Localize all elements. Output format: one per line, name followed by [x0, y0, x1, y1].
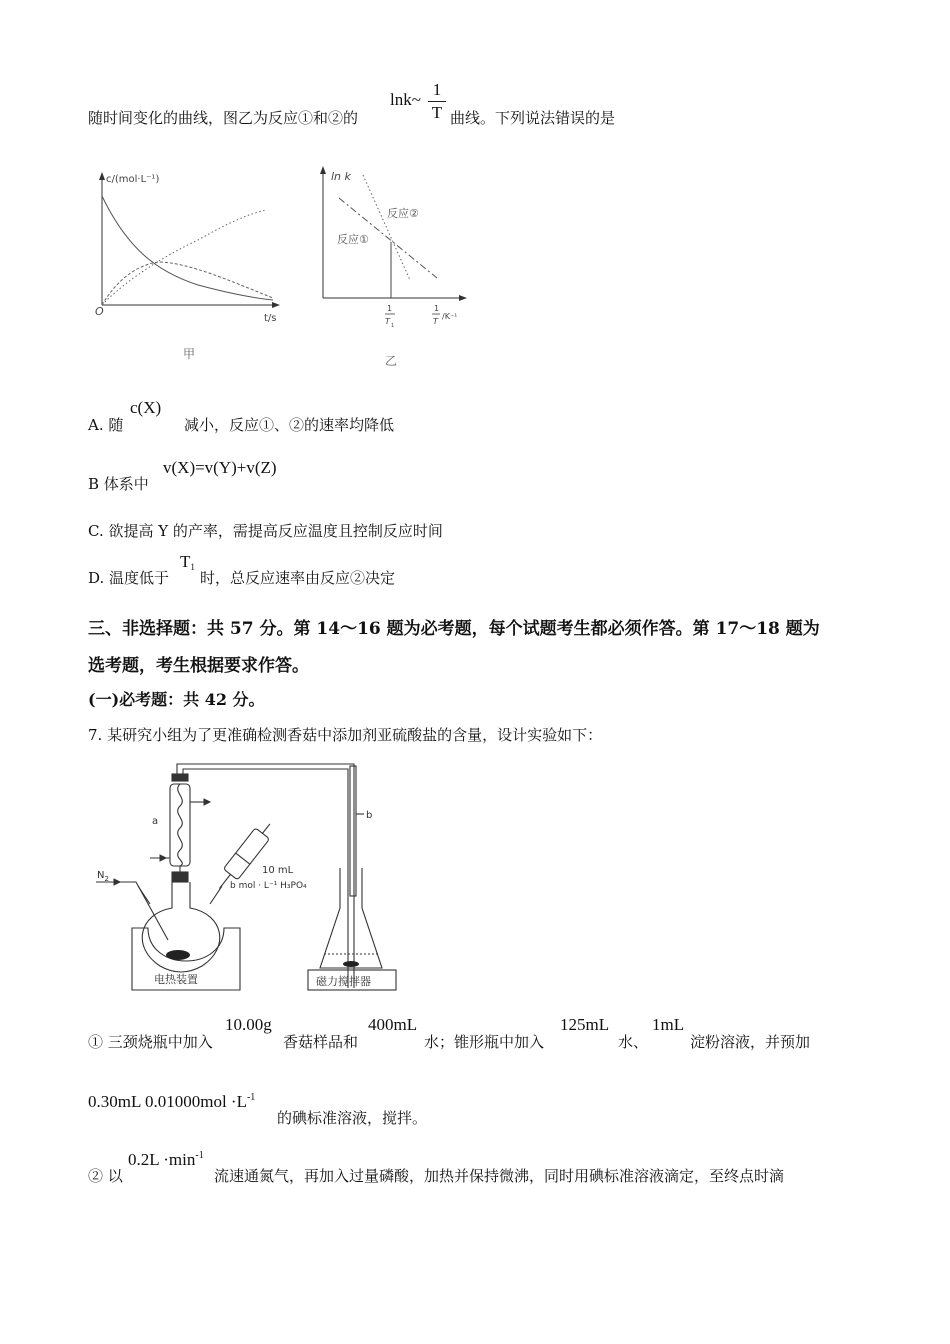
yi-curve-1-label: 反应①	[337, 233, 369, 246]
label-n2-main: N	[97, 870, 105, 881]
label-stirrer: 磁力搅拌器	[316, 975, 371, 988]
outlet-arrow	[204, 799, 210, 805]
jia-y-arrow	[99, 172, 105, 180]
label-volume: 10 mL	[262, 865, 294, 876]
option-b-prefix: B 体系中	[88, 475, 149, 493]
yi-caption: 乙	[385, 354, 398, 368]
label-n2	[97, 870, 109, 883]
step2-a: ② 以	[88, 1167, 123, 1185]
step1-iodine-value: 0.30mL 0.01000mol ·L	[88, 1092, 247, 1111]
step2-flow	[128, 1150, 204, 1170]
step1-iodine-sup: -1	[246, 1092, 256, 1103]
stir-bar	[343, 961, 359, 967]
yi-line-2	[363, 175, 410, 280]
section-heading-line2: 选考题，考生根据要求作答。	[88, 656, 309, 676]
option-d-tail: 时，总反应速率由反应②决定	[200, 569, 396, 587]
condenser-coil	[178, 784, 183, 866]
jia-x-label: t/s	[264, 313, 277, 324]
option-d-t: T	[180, 552, 191, 571]
intro-text	[88, 107, 358, 128]
jia-y-label: c/(mol·L⁻¹)	[106, 174, 160, 185]
flask-stopper	[172, 872, 188, 882]
question-7-stem: 7. 某研究小组为了更准确检测香菇中添加剂亚硫酸盐的含量，设计实验如下：	[88, 726, 603, 744]
inlet-arrow	[160, 855, 166, 861]
step1-c: 水；锥形瓶中加入	[424, 1033, 545, 1051]
step1-d: 水、	[618, 1033, 649, 1051]
step2-flow-value: 0.2L ·min	[128, 1150, 196, 1169]
figure-jia	[88, 160, 288, 380]
option-a-math: c(X)	[130, 398, 162, 417]
step1-mass: 10.00g	[225, 1015, 272, 1034]
step1-e: 淀粉溶液，并预加	[690, 1033, 811, 1051]
lnk-label: lnk~	[390, 90, 421, 109]
label-heater: 电热装置	[154, 973, 198, 986]
jia-caption: 甲	[183, 347, 196, 361]
yi-tick-1-num: 1	[387, 304, 393, 313]
step1-volume-3: 1mL	[652, 1015, 685, 1034]
yi-tick-1-den: T	[385, 317, 390, 326]
step1-volume-2: 125mL	[560, 1015, 610, 1034]
step1-iodine-amount	[88, 1092, 255, 1112]
sample-blob	[166, 950, 190, 960]
option-d-sub: 1	[190, 562, 195, 572]
yi-y-label: ln k	[331, 170, 351, 183]
intro-lead: 随时间变化的曲线，图乙为反应①和②的	[88, 109, 359, 127]
burette	[350, 766, 356, 896]
conical-flask	[320, 868, 382, 968]
step1-b: 香菇样品和	[283, 1033, 359, 1051]
yi-tick-1-sub: 1	[391, 323, 395, 329]
label-concentration: b mol · L⁻¹ H₃PO₄	[230, 881, 307, 891]
step2-b: 流速通氮气，再加入过量磷酸，加热并保持微沸，同时用碘标准溶液滴定，至终点时滴	[214, 1167, 785, 1185]
option-d-prefix: D. 温度低于	[88, 569, 170, 587]
yi-curve-2-label: 反应②	[387, 207, 419, 220]
fraction-denominator: T	[431, 103, 443, 122]
label-b: b	[366, 810, 373, 821]
label-n2-sub: 2	[104, 875, 109, 883]
condenser-jacket	[170, 784, 190, 866]
condenser-stopper	[172, 774, 188, 781]
fraction-bar	[428, 101, 446, 102]
label-a: a	[152, 816, 159, 827]
fraction-numerator: 1	[432, 80, 442, 99]
option-c-text: C. 欲提高 Y 的产率，需提高反应温度且控制反应时间	[88, 522, 443, 540]
delivery-tube	[177, 764, 354, 988]
side-necks	[138, 886, 222, 904]
jia-curve-x	[102, 196, 273, 300]
jia-origin: O	[95, 305, 104, 318]
jia-curve-z	[102, 210, 266, 305]
step2-flow-sup: -1	[195, 1150, 204, 1161]
yi-x-arrow	[459, 295, 467, 301]
yi-tick-2-den: T	[433, 317, 438, 326]
intro-tail: 曲线。下列说法错误的是	[450, 109, 616, 127]
inverse-t-fraction	[428, 80, 446, 123]
option-b-math: v(X)=v(Y)+v(Z)	[163, 458, 277, 477]
option-a-prefix: A. 随	[88, 416, 124, 434]
step1-f: 的碘标准溶液，搅拌。	[277, 1109, 428, 1127]
option-a-tail: 减小，反应①、②的速率均降低	[184, 416, 395, 434]
n2-arrow	[114, 879, 120, 885]
figure-yi	[315, 160, 475, 375]
yi-tick-2-unit: /K⁻¹	[442, 312, 458, 321]
step1-volume-1: 400mL	[368, 1015, 418, 1034]
jia-curve-y	[102, 262, 273, 305]
yi-tick-2-num: 1	[434, 304, 440, 313]
jia-x-arrow	[272, 302, 280, 308]
apparatus-figure	[92, 758, 412, 994]
option-d-math	[180, 552, 195, 572]
yi-y-arrow	[320, 166, 326, 174]
step1-a: ① 三颈烧瓶中加入	[88, 1033, 213, 1051]
section-sub-heading: (一)必考题：共 42 分。	[88, 690, 265, 709]
section-heading-line1: 三、非选择题：共 57 分。第 14～16 题为必考题，每个试题考生都必须作答。第 17～18 题为	[88, 619, 820, 639]
